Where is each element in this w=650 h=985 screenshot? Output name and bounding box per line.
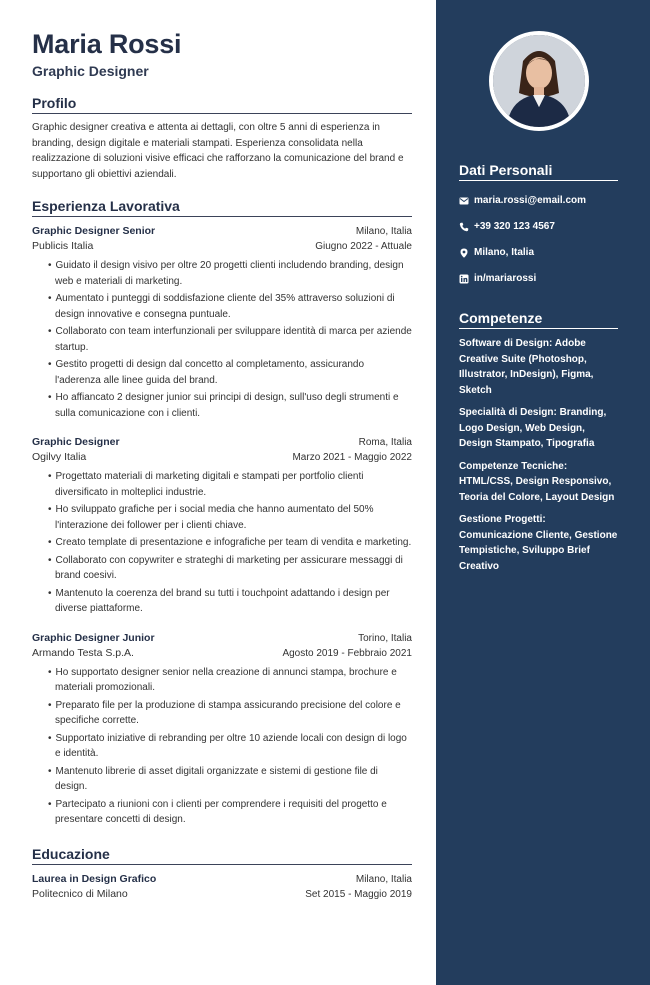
- education-school: Politecnico di Milano: [32, 887, 128, 900]
- job-dates: Marzo 2021 - Maggio 2022: [292, 452, 412, 464]
- job-bullet: • Guidato il design visivo per oltre 20 progetti clienti includendo branding, design web e materiali di marketing.: [48, 258, 412, 289]
- skill-item: Gestione Progetti: Comunicazione Cliente, Gestione Tempistiche, Sviluppo Brief Creativo: [459, 514, 618, 572]
- profile-section: [32, 95, 412, 182]
- job-bullet: • Ho supportato designer senior nella creazione di annunci stampa, brochure e materiali promozionali.: [48, 665, 412, 696]
- education-section: [32, 846, 412, 902]
- portrait-image: [493, 35, 585, 127]
- job-bullet: • Preparato file per la produzione di stampa assicurando precisione del colore e specifiche corrette.: [48, 698, 412, 729]
- job-location: Roma, Italia: [358, 437, 412, 449]
- job-bullet: • Supportato iniziative di rebranding per oltre 10 aziende locali con design di logo e identità.: [48, 731, 412, 762]
- job-bullet: • Creato template di presentazione e infografiche per team di vendita e marketing.: [48, 535, 412, 551]
- job-bullet: • Aumentato i punteggi di soddisfazione cliente del 35% attraverso soluzioni di design innovative e consegna puntuale.: [48, 291, 412, 322]
- job-bullet: • Partecipato a riunioni con i clienti per comprendere i requisiti del progetto e presentare concetti di design.: [48, 797, 412, 828]
- job-entry: [32, 631, 412, 828]
- personal-section: [459, 162, 618, 285]
- job-bullet: • Collaborato con copywriter e strateghi di marketing per assicurare messaggi di brand coesivi.: [48, 553, 412, 584]
- experience-heading: Esperienza Lavorativa: [32, 198, 412, 217]
- skill-item: Software di Design: Adobe Creative Suite (Photoshop, Illustrator, InDesign), Figma, Sketch: [459, 338, 594, 396]
- profile-text: Graphic designer creativa e attenta ai dettagli, con oltre 5 anni di esperienza in branding, design digitale e materiali stampati. Esperienza consolidata nella realizzazione di soluzioni visive efficaci che rafforzano la comunicazione del brand e supportano gli obiettivi aziendali.: [32, 122, 404, 180]
- job-bullets: [32, 469, 412, 617]
- job-dates: Agosto 2019 - Febbraio 2021: [282, 647, 412, 659]
- contact-linkedin-text: in/mariarossi: [474, 273, 537, 284]
- job-bullets: [32, 665, 412, 828]
- skill-item: Specialità di Design: Branding, Logo Design, Web Design, Design Stampato, Tipografia: [459, 407, 607, 449]
- contact-phone[interactable]: [459, 220, 618, 233]
- contact-location-text: Milano, Italia: [474, 247, 535, 258]
- job-company: Ogilvy Italia: [32, 451, 87, 464]
- contact-phone-text: +39 320 123 4567: [474, 221, 555, 232]
- job-bullet: • Collaborato con team interfunzionali per sviluppare identità di marca per aziende startup.: [48, 324, 412, 355]
- job-role: Graphic Designer: [32, 436, 120, 449]
- job-bullets: [32, 258, 412, 421]
- location-pin-icon: [459, 248, 469, 258]
- profile-heading: Profilo: [32, 95, 412, 114]
- education-entry: [32, 872, 412, 902]
- job-entry: [32, 224, 412, 421]
- candidate-name: Maria Rossi: [32, 29, 182, 59]
- mail-icon: [459, 196, 469, 206]
- linkedin-icon: [459, 274, 469, 284]
- job-entry: [32, 435, 412, 617]
- contact-linkedin[interactable]: [459, 272, 618, 285]
- job-bullet: • Gestito progetti di design dal concetto al completamento, assicurando l'aderenza alle linee guida del brand.: [48, 357, 412, 388]
- job-location: Torino, Italia: [358, 632, 412, 644]
- contact-location: [459, 246, 618, 259]
- experience-section: [32, 198, 412, 828]
- job-bullet: • Mantenuto librerie di asset digitali organizzate e sistemi di gestione file di design.: [48, 764, 412, 795]
- job-dates: Giugno 2022 - Attuale: [315, 241, 412, 253]
- sidebar: [436, 0, 650, 985]
- job-location: Milano, Italia: [355, 226, 412, 238]
- job-role: Graphic Designer Senior: [32, 225, 156, 238]
- job-bullet: • Ho sviluppato grafiche per i social media che hanno aumentato del 50% l'interazione dei follower per i clienti chiave.: [48, 502, 412, 533]
- job-company: Armando Testa S.p.A.: [32, 646, 134, 659]
- phone-icon: [459, 222, 469, 232]
- contact-email-text: maria.rossi@email.com: [474, 195, 587, 206]
- education-heading: Educazione: [32, 846, 412, 865]
- education-location: Milano, Italia: [355, 873, 412, 885]
- job-role: Graphic Designer Junior: [32, 631, 155, 644]
- candidate-title: Graphic Designer: [32, 63, 149, 79]
- education-dates: Set 2015 - Maggio 2019: [305, 888, 412, 900]
- job-bullet: • Mantenuto la coerenza del brand su tutti i touchpoint adattando i design per diverse piattaforme.: [48, 586, 412, 617]
- job-company: Publicis Italia: [32, 240, 94, 253]
- skills-heading: Competenze: [459, 310, 618, 329]
- job-bullet: • Ho affiancato 2 designer junior sui principi di design, sull'uso degli strumenti e sulla comunicazione con i clienti.: [48, 390, 412, 421]
- contact-email[interactable]: [459, 194, 618, 207]
- personal-heading: Dati Personali: [459, 162, 618, 181]
- profile-photo: [489, 31, 589, 131]
- education-degree: Laurea in Design Grafico: [32, 872, 157, 885]
- job-bullet: • Progettato materiali di marketing digitali e stampati per portfolio clienti diversificato in molteplici industrie.: [48, 469, 412, 500]
- skill-item: Competenze Tecniche: HTML/CSS, Design Responsivo, Teoria del Colore, Layout Design: [459, 460, 615, 503]
- skills-section: [459, 310, 618, 574]
